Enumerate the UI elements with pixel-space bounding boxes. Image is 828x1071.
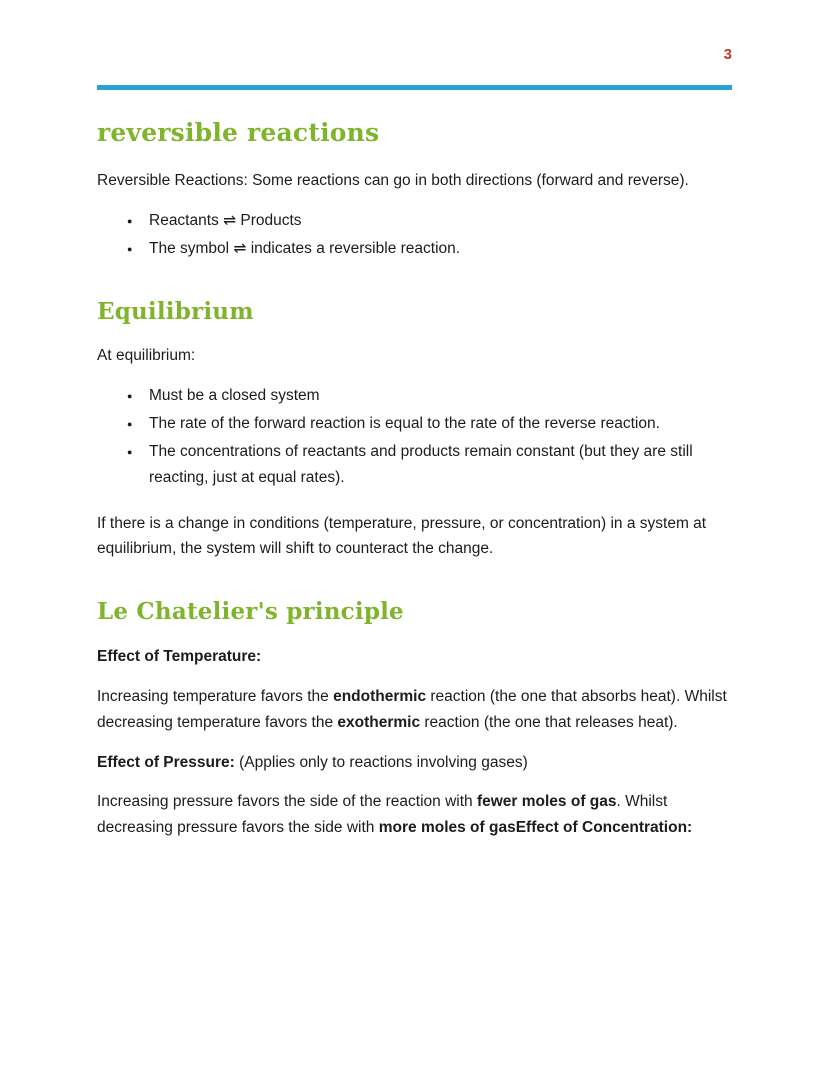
pressure-bold-fewer-moles: fewer moles of gas: [476, 793, 617, 811]
list-item: ● Must be a closed system: [149, 383, 735, 409]
temperature-text-2: reaction (the one that absorbs heat). Whilst decreasing temperature favors the: [97, 687, 727, 731]
effect-of-pressure-note: (Applies only to reactions involving gases): [234, 753, 528, 771]
list-item: ● The rate of the forward reaction is equal to the rate of the reverse reaction.: [149, 411, 735, 437]
pressure-text-1: Increasing pressure favors the side of the reaction with: [97, 793, 477, 811]
temperature-bold-exothermic: exothermic: [337, 713, 421, 731]
temperature-text-1: Increasing temperature favors the: [97, 687, 334, 705]
page-number: 3: [723, 46, 732, 63]
effect-of-temperature-body: [97, 684, 735, 736]
temperature-text-3: reaction (the one that releases heat).: [420, 713, 678, 731]
pressure-bold-more-moles: more moles of gasEffect of Concentration:: [378, 819, 693, 837]
header-rule: [97, 85, 732, 90]
reversible-reactions-bullets: [97, 208, 735, 262]
document-content: [97, 118, 735, 855]
effect-of-pressure-line: [97, 750, 735, 776]
list-item: ● The concentrations of reactants and products remain constant (but they are still reacting, just at equal rates).: [149, 439, 735, 491]
section-heading-le-chateliers-principle: Le Chatelier's principle: [97, 598, 404, 626]
pressure-text-2: . Whilst decreasing pressure favors the side with: [97, 793, 668, 837]
effect-of-pressure-body: [97, 789, 735, 841]
effect-of-pressure-label-text: Effect of Pressure:: [97, 753, 235, 771]
temperature-bold-endothermic: endothermic: [333, 687, 427, 705]
effect-of-temperature-label-text: Effect of Temperature:: [97, 647, 262, 665]
equilibrium-outro: If there is a change in conditions (temperature, pressure, or concentration) in a system at equilibrium, the system will shift to counteract the change.: [97, 514, 707, 558]
equilibrium-intro: At equilibrium:: [97, 347, 196, 365]
effect-of-temperature-label: [97, 644, 735, 670]
list-item: ● The symbol ⇌ indicates a reversible reaction.: [149, 236, 735, 262]
section-heading-reversible-reactions: reversible reactions: [97, 118, 380, 147]
list-item: ● Reactants ⇌ Products: [149, 208, 735, 234]
section-heading-equilibrium: Equilibrium: [97, 297, 254, 325]
equilibrium-bullets: [97, 383, 735, 491]
reversible-reactions-intro: Reversible Reactions: Some reactions can go in both directions (forward and reverse).: [97, 172, 689, 189]
